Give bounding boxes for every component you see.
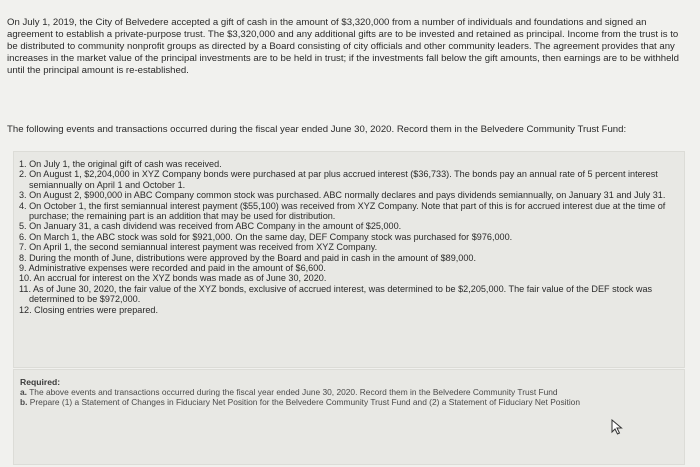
event-item: 11. As of June 30, 2020, the fair value of the XYZ bonds, exclusive of accrued interest, was determined to be $2,205,000. The fair value of the DEF stock was determined to be $972,000. <box>19 283 653 305</box>
event-item: 6. On March 1, the ABC stock was sold for $921,000. On the same day, DEF Company stock was purchased for $976,000. <box>19 231 513 242</box>
event-item: 9. Administrative expenses were recorded and paid in the amount of $6,600. <box>19 263 326 274</box>
event-item: 8. During the month of June, distributions were approved by the Board and paid in cash in the amount of $89,000. <box>19 252 477 263</box>
event-item: 1. On July 1, the original gift of cash was received. <box>19 159 222 169</box>
events-list <box>14 152 684 315</box>
events-box <box>13 151 685 368</box>
required-a-label: a. <box>20 387 27 397</box>
required-item-b <box>20 397 620 407</box>
event-item: 10. An accrual for interest on the XYZ bonds was made as of June 30, 2020. <box>19 273 327 284</box>
event-item: 3. On August 2, $900,000 in ABC Company common stock was purchased. ABC normally declares and pays dividends semiannually, on January 31 and July 31. <box>19 190 666 201</box>
required-b-label: b. <box>20 397 28 408</box>
event-item: 5. On January 31, a cash dividend was received from ABC Company in the amount of $25,000. <box>19 221 402 232</box>
required-item-a <box>20 387 620 397</box>
required-b-text: Prepare (1) a Statement of Changes in Fiduciary Net Position for the Belvedere Community Trust Fund and (2) a Statement of Fiduciary Net Position <box>29 397 580 408</box>
event-item: 2. On August 1, $2,204,000 in XYZ Company bonds were purchased at par plus accrued interest ($36,733). The bonds pay an annual rate of 5 percent interest semiannually on April 1 and October 1. <box>19 169 658 190</box>
required-a-text: The above events and transactions occurred during the fiscal year ended June 30, 2020. Record them in the Belvedere Community Trust Fund <box>29 387 558 397</box>
required-title: Required: <box>20 377 61 387</box>
event-item: 4. On October 1, the first semiannual interest payment ($55,100) was received from XYZ Company. Note that part of this is for accrued interest due at the time of purchase; the remaining part is an addition that may be used for distribution. <box>19 200 666 222</box>
intro-paragraph: On July 1, 2019, the City of Belvedere accepted a gift of cash in the amount of $3,320,000 from a number of individuals and foundations and signed an agreement to establish a private-purpose trust. The $3,320,000 and any additional gifts are to be invested and retained as principal. Income from the trust is to be distributed to community nonprofit groups as directed by a Board consisting of city officials and other community leaders. The agreement provides that any increases in the market value of the principal investments are to be held in trust; if the investments fall below the gift amounts, then earnings are to be withheld until the principal amount is re-established. <box>7 17 679 76</box>
event-item: 12. Closing entries were prepared. <box>19 304 159 315</box>
event-item: 7. On April 1, the second semiannual interest payment was received from XYZ Company. <box>19 242 378 253</box>
required-box <box>13 369 685 465</box>
instruction-paragraph: The following events and transactions occurred during the fiscal year ended June 30, 2020. Record them in the Belvedere Community Trust Fund: <box>7 124 627 135</box>
mouse-cursor-icon <box>610 419 624 435</box>
